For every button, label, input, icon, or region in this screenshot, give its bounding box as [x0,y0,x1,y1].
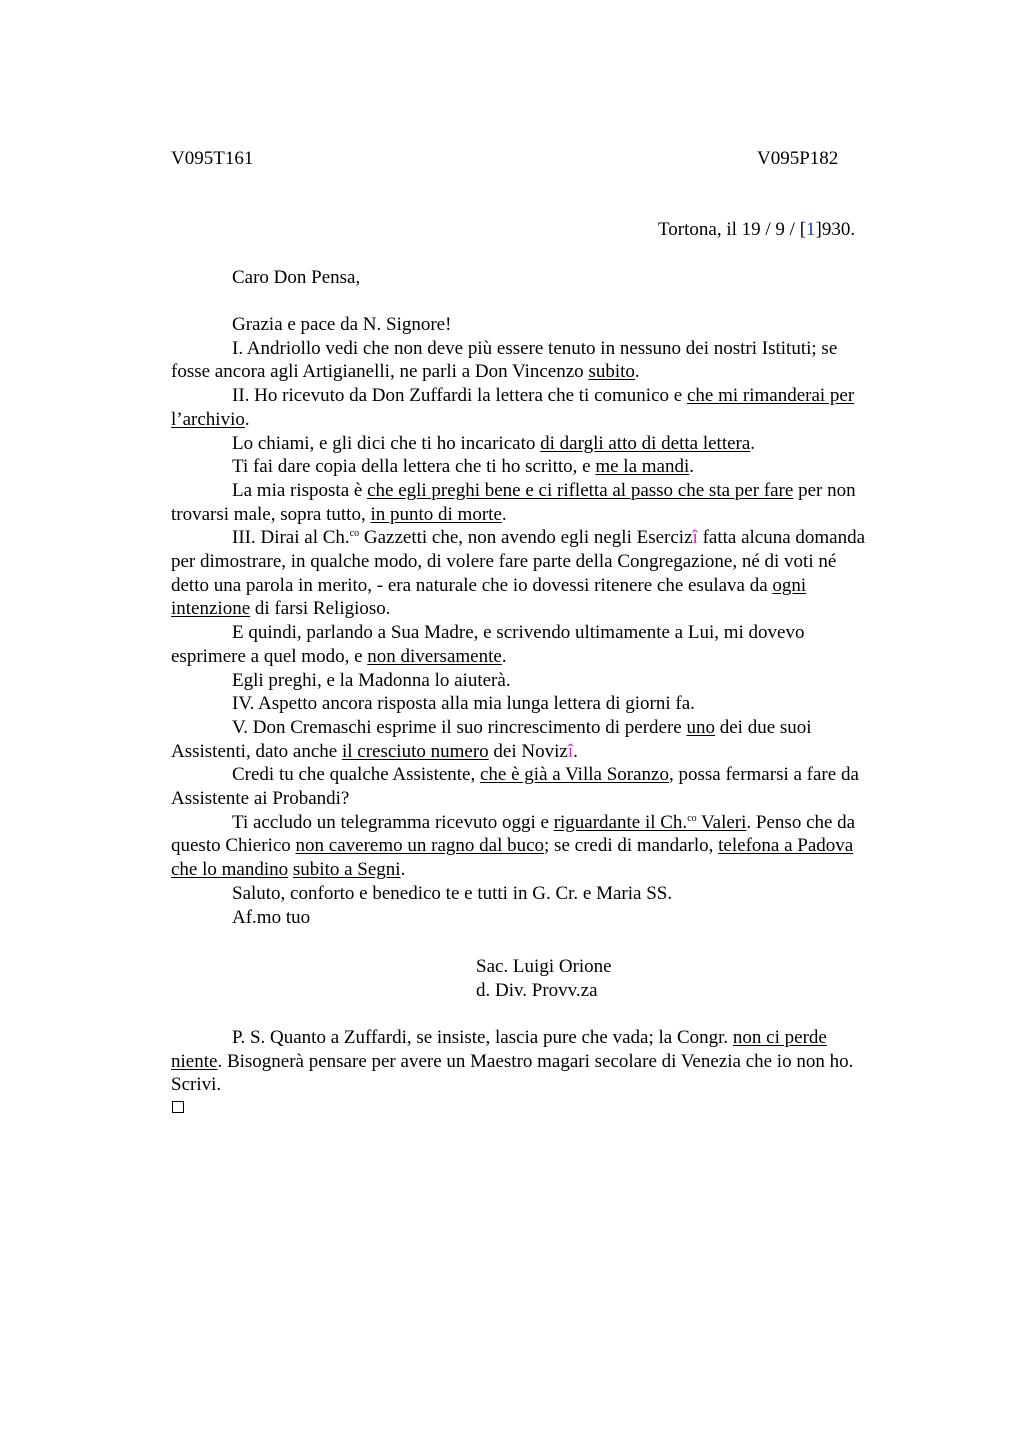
underlined-text: non diversamente [367,645,502,667]
underlined-text: in punto di morte [370,503,502,525]
body-line: IV. Aspetto ancora risposta alla mia lunga lettera di giorni fa. [232,693,695,715]
underlined-text: uno [686,716,715,738]
closing-line: Af.mo tuo [232,906,311,928]
underlined-text: me la mandi [595,456,690,478]
underlined-text: che lo mandino [171,859,289,881]
editorial-mark: î [567,740,574,762]
body-line: Credi tu che qualche Assistente, che è già a Villa Soranzo, possa fermarsi a fare da [232,764,859,786]
document-code-left: V095T161 [171,148,254,169]
postscript [171,1026,931,1097]
body-line: La mia risposta è che egli preghi bene e ci rifletta al passo che sta per fare per non [232,479,856,501]
letter-date: Tortona, il 19 / 9 / [1]930. [658,219,856,240]
body-line: Lo chiami, e gli dici che ti ho incaricato di dargli atto di detta lettera. [232,432,756,454]
body-line: per dimostrare, in qualche modo, di volere fare parte della Congregazione, né di voti né [171,551,837,573]
end-marker-box [172,1101,184,1113]
body-line: l’archivio. [171,408,250,430]
underlined-text: riguardante il Ch.$^{co}$ Valeri [553,811,747,833]
letter-body [171,313,927,929]
body-line: intenzione di farsi Religioso. [171,598,391,620]
underlined-text: di dargli atto di detta lettera [540,432,751,454]
body-line: I. Andriollo vedi che non deve più essere tenuto in nessuno dei nostri Istituti; se [232,337,838,359]
body-line: Assistenti, dato anche il cresciuto numero dei Novizî. [171,740,578,762]
body-line: esprimere a quel modo, e non diversamente. [171,645,507,667]
underlined-text: niente [171,1050,218,1072]
editorial-mark: î [692,527,698,549]
body-line: Egli preghi, e la Madonna lo aiuterà. [232,669,511,691]
superscript: co [349,528,360,540]
signature-title: d. Div. Provv.za [476,979,598,1001]
body-line: detto una parola in merito, - era naturale che io dovessi ritenere che esulava da ogni [171,574,807,596]
body-line: Ti fai dare copia della lettera che ti ho scritto, e me la mandi. [232,456,695,478]
underlined-text: che è già a Villa Soranzo [480,764,669,786]
body-line: Assistente ai Probandi? [171,788,350,810]
postscript-line: Scrivi. [171,1074,222,1096]
underlined-text: non ci perde [732,1027,827,1048]
signature-name: Sac. Luigi Orione [476,956,612,977]
underlined-text: il cresciuto numero [341,740,489,762]
underlined-text: subito a Segni [292,859,401,881]
body-line: questo Chierico non caveremo un ragno dal buco; se credi di mandarlo, telefona a Padova [171,835,854,857]
underlined-text: che mi rimanderai per [686,385,855,407]
postscript-line: P. S. Quanto a Zuffardi, se insiste, lascia pure che vada; la Congr. non ci perde [232,1027,827,1048]
editorial-digit: 1 [806,219,816,240]
signature-block [476,955,612,1002]
body-line: fosse ancora agli Artigianelli, ne parli a Don Vincenzo subito. [171,361,640,383]
underlined-text: non caveremo un ragno dal buco [295,835,545,857]
body-line: Saluto, conforto e benedico te e tutti in G. Cr. e Maria SS. [232,882,673,904]
document-code-right: V095P182 [757,148,839,169]
body-line: II. Ho ricevuto da Don Zuffardi la lettera che ti comunico e che mi rimanderai per [232,385,855,407]
underlined-text: intenzione [171,598,251,620]
body-line: Grazia e pace da N. Signore! [232,314,452,335]
body-line: E quindi, parlando a Sua Madre, e scrivendo ultimamente a Lui, mi dovevo [232,622,805,644]
postscript-line: niente. Bisognerà pensare per avere un Maestro magari secolare di Venezia che io non ho. [171,1050,854,1072]
underlined-text: l’archivio [171,408,245,430]
body-line: trovarsi male, sopra tutto, in punto di morte. [171,503,507,525]
body-line: V. Don Cremaschi esprime il suo rincrescimento di perdere uno dei due suoi [232,716,812,738]
underlined-text: ogni [772,574,807,596]
underlined-text: che egli preghi bene e ci rifletta al passo che sta per fare [367,479,794,501]
superscript: co [687,812,697,824]
salutation: Caro Don Pensa, [232,267,361,288]
body-line: che lo mandino subito a Segni. [171,859,406,881]
underlined-text: subito [588,361,635,383]
underlined-text: telefona a Padova [718,835,854,857]
body-line: Ti accludo un telegramma ricevuto oggi e riguardante il Ch.$^{co}$ Valeri. Penso che da [232,811,856,833]
body-line: III. Dirai al Ch.$^{co}$ Gazzetti che, non avendo egli negli Esercizî fatta alcuna domanda [232,527,866,549]
